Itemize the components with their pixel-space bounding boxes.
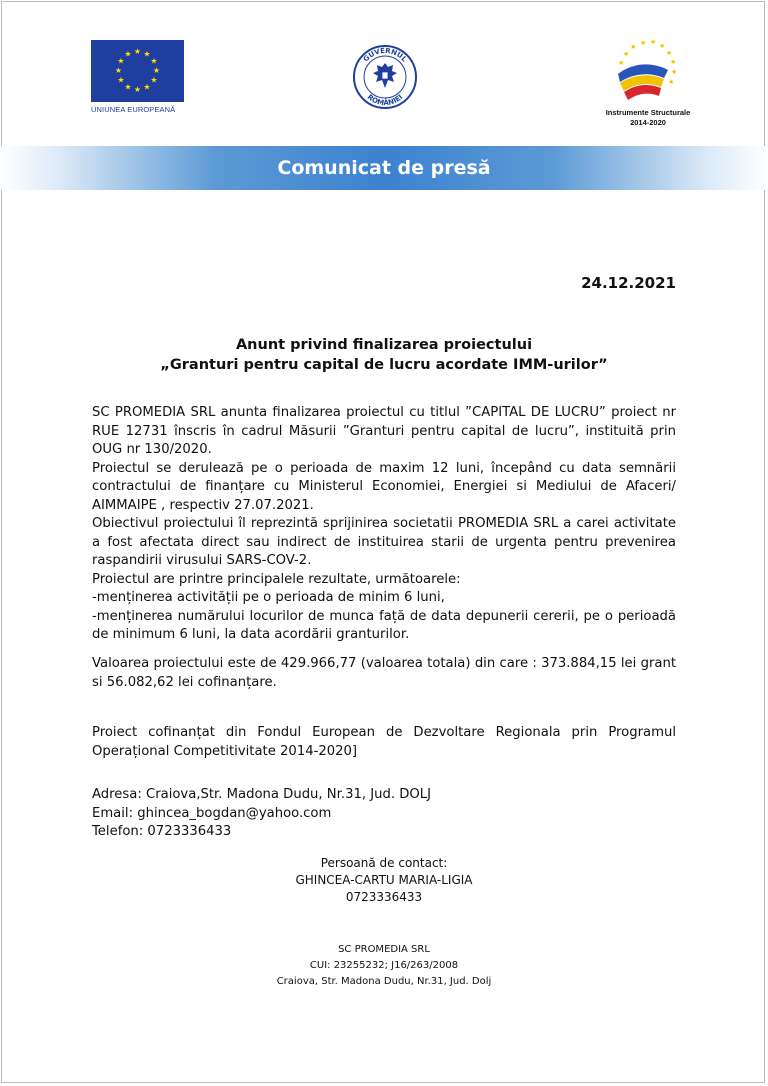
is-caption-line1: Instrumente Structurale [605,108,691,117]
instrumente-structurale-caption [598,108,698,128]
paragraph-project-intro: SC PROMEDIA SRL anunta finalizarea proiectul cu titlul ”CAPITAL DE LUCRU” proiect nr RUE 12731 înscris în cadrul Măsurii ”Granturi pentru capital de lucru”, instituită prin OUG nr 130/2020. [92,405,676,457]
svg-text:★: ★ [670,58,677,66]
announcement-heading [92,335,676,375]
body-value [92,655,676,692]
company-address: Craiova, Str. Madona Dudu, Nr.31, Jud. Dolj [276,976,492,987]
svg-text:★: ★ [143,49,151,59]
paragraph-duration: Proiectul se derulează pe o perioada de maxim 12 luni, începând cu data semnării contractului de finanțare cu Ministerul Economiei, Energiei si Mediului de Afaceri/ AIMMAIPE , respectiv 27.07.2021. [92,460,676,513]
svg-text:★: ★ [668,78,675,86]
heading-line2: „Granturi pentru capital de lucru acordate IMM-urilor” [160,357,608,373]
svg-text:★: ★ [133,85,142,94]
gov-seal-bottom-text: ROMÂNIEI [365,92,405,108]
company-ids: CUI: 23255232; J16/263/2008 [309,960,459,971]
svg-text:★: ★ [117,75,125,85]
contact-person-label: Persoană de contact: [320,856,448,870]
contact-block [92,786,431,842]
paragraph-project-value: Valoarea proiectului este de 429.966,77 (valoarea totala) din care : 373.884,15 lei grant si 56.082,62 lei cofinanțare. [92,656,676,690]
svg-text:★: ★ [133,47,142,56]
svg-text:★: ★ [640,39,647,47]
contact-address: Adresa: Craiova,Str. Madona Dudu, Nr.31, Jud. DOLJ [92,787,432,802]
eu-caption: UNIUNEA EUROPEANĂ [91,105,176,114]
svg-text:★: ★ [150,75,158,85]
heading-line1: Anunt privind finalizarea proiectului [235,337,533,353]
instrumente-structurale-logo [598,36,698,132]
svg-text:★: ★ [623,50,630,58]
svg-text:★: ★ [150,56,158,66]
svg-text:★: ★ [117,56,125,66]
svg-text:★: ★ [630,43,637,51]
body-main [92,404,676,645]
paragraph-result-2: -menținerea numărului locurilor de munca față de data depunerii cererii, pe o perioadă de minimum 6 luni, la data acordării granturilor. [92,608,676,642]
press-release-banner [0,146,768,190]
contact-phone: Telefon: 0723336433 [92,824,232,839]
company-name: SC PROMEDIA SRL [338,944,430,955]
paragraph-cofinancing: Proiect cofinanțat din Fondul European de Dezvoltare Regionala prin Programul Operațional Competitivitate 2014-2020] [92,725,676,759]
svg-text:★: ★ [152,66,161,75]
svg-text:★: ★ [666,49,673,57]
paragraph-results-intro: Proiectul are printre principalele rezultate, următoarele: [92,571,461,587]
contact-person-name: GHINCEA-CARTU MARIA-LIGIA [295,873,473,887]
paragraph-objective: Obiectivul proiectului îl reprezintă sprijinirea societatii PROMEDIA SRL a carei activitate a fost afectata direct sau indirect de instituirea starii de urgenta pentru prevenirea raspandirii virusului SARS-COV-2. [92,516,676,568]
gov-seal-top-text: GUVERNUL [361,46,409,64]
svg-text:★: ★ [124,82,132,92]
contact-person-block [92,855,676,906]
release-date: 24.12.2021 [581,274,676,292]
banner-title: Comunicat de presă [277,157,491,179]
svg-text:★: ★ [618,59,625,67]
eu-logo [91,40,185,112]
eu-flag-icon [91,40,184,102]
instrumente-structurale-icon [598,36,698,106]
paragraph-result-1: -menținerea activității pe o perioada de minim 6 luni, [92,590,445,605]
company-footer [92,942,676,990]
contact-person-phone: 0723336433 [345,890,423,904]
contact-email: Email: ghincea_bogdan@yahoo.com [92,805,332,821]
svg-text:★: ★ [124,49,132,59]
svg-text:★: ★ [650,38,657,46]
body-cofinancing [92,724,676,761]
svg-text:★: ★ [659,42,666,50]
svg-text:★: ★ [143,82,151,92]
svg-text:★: ★ [671,68,678,76]
romanian-government-seal-icon [352,44,418,110]
svg-text:★: ★ [114,66,123,75]
is-caption-line2: 2014-2020 [630,118,666,127]
